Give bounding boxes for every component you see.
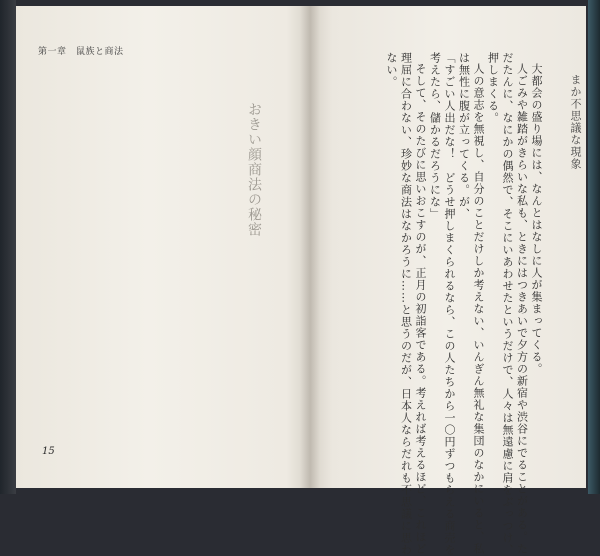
page-number: 15 [42,446,55,457]
text-line: だたんに、なにかの偶然で、そこにいあわせたというだけで、人々は無遠慮に肩をぶっつけ、 [501,52,514,556]
left-page [16,6,310,488]
background-right-edge [588,0,600,494]
blank-line [543,52,558,452]
text-line: ない。 [385,52,398,88]
text-line: 「すごい人出だな！ どうせ押しまくられるなら、この人たちから一〇円ずつもらえる商売を [443,52,456,556]
text-line: 大都会の盛り場には、なんとはなしに人が集まってくる。 [530,63,543,375]
body-text [384,52,583,556]
background-left-edge [0,0,16,494]
text-line: そして、そのたびに思いおこすのが、正月の初詣客である。考えれば考えるほど、これほど [414,63,427,555]
text-line: 押しまくる。 [486,52,500,124]
text-line: は無性に腹が立ってくる。が、 [457,52,471,220]
text-line: 考えたら、儲かるだろうにな」 [428,52,442,220]
chapter-title: おきい顔商法の秘密 [246,102,262,237]
text-line: 理屈に合わない、珍妙な商法はなかろうに……と思うのだが、日本人ならだれも不思議に思わ [399,52,413,556]
text-line: 人の意志を無視し、自分のことだけしか考えない、いんぎん無礼な集団のなかにいると、私 [472,63,485,555]
running-head: 第一章 鼠族と商法 [38,47,124,57]
text-line: 人ごみや雑踏がきらいな私も、ときにはつきあいで夕方の新宿や渋谷にでることがある。た [515,63,529,555]
section-heading: まか不思議な現象 [569,74,582,170]
book-gutter [300,6,320,488]
